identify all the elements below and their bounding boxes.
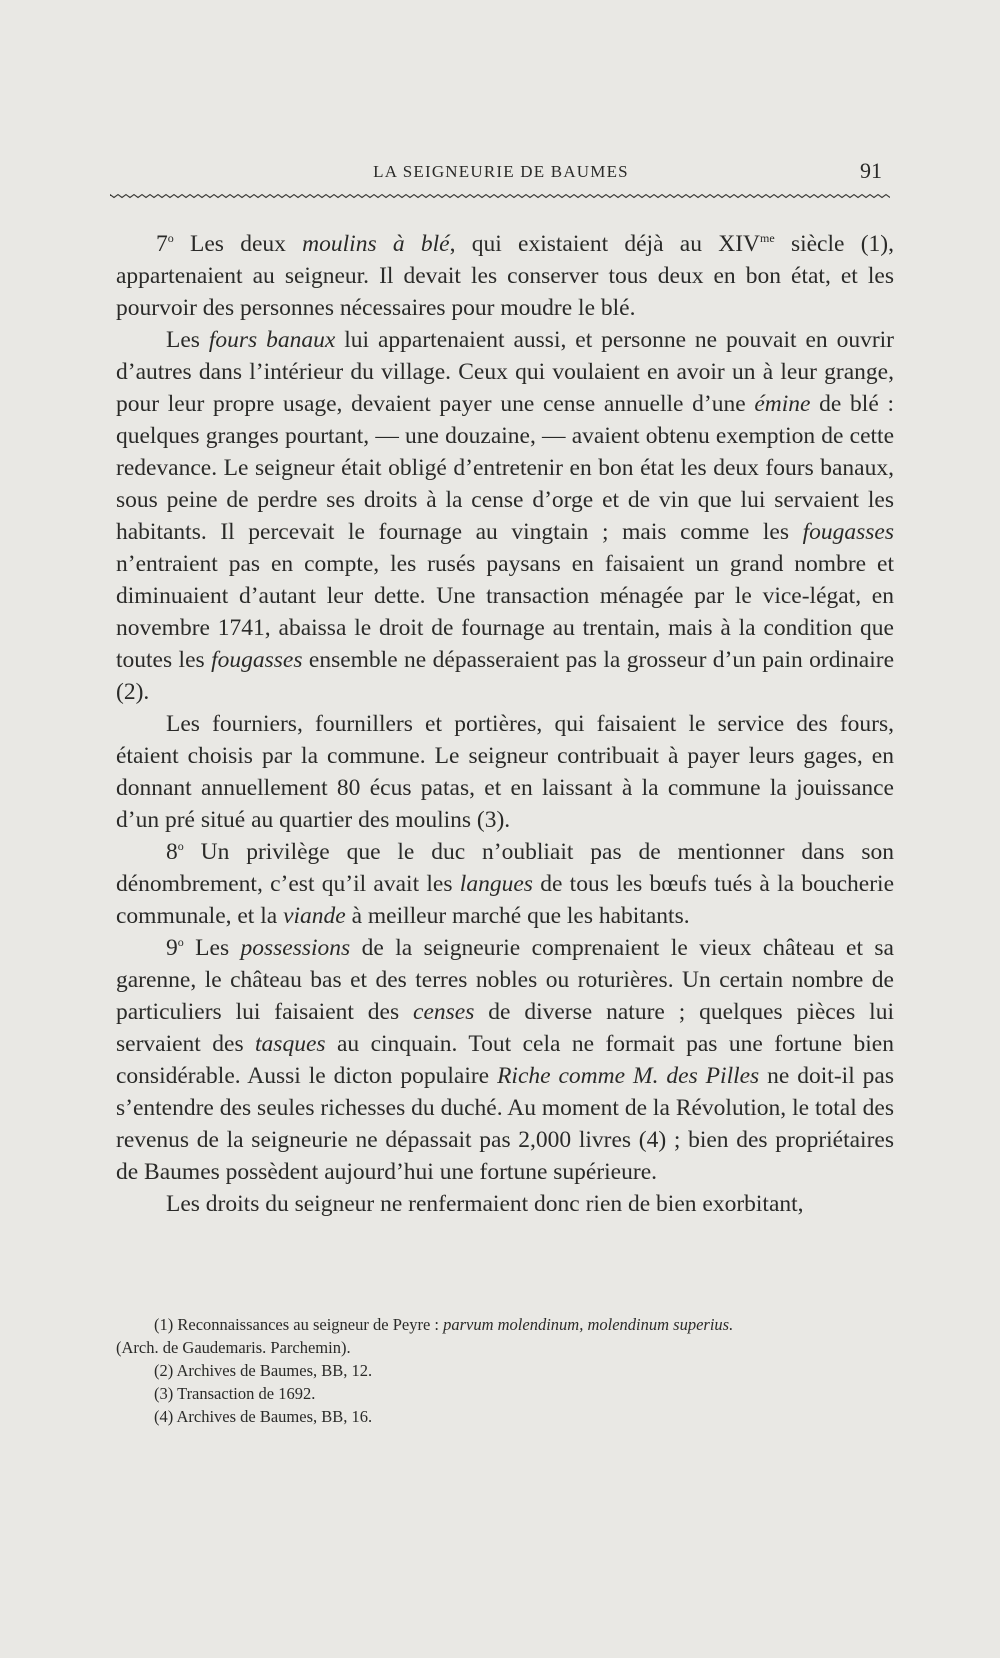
text-run: lui appartenaient aussi, et personne ne pouvait en ouvrir d’autres dans l’intérieur du village. Ceux qui voulaient en avoir un à leur grange, pour leur propre usage, devaient payer une cense annuelle d’une xyxy=(116,327,895,417)
text-run: ensemble ne dépasseraient pas la grosseur d’un pain ordinaire (2). xyxy=(116,647,894,705)
italic-text: tasques xyxy=(255,1031,326,1057)
text-run: , qui existaient déjà au XIV xyxy=(449,231,761,257)
text-run: au cinquain. Tout cela ne formait pas une fortune bien considérable. Aussi le dicton populaire xyxy=(116,1031,894,1089)
text-run: Les droits du seigneur ne renfermaient donc rien de bien exorbitant, xyxy=(166,1191,804,1217)
italic-text: émine xyxy=(754,391,811,417)
paragraph-possessions xyxy=(116,932,894,1188)
footnote-4 xyxy=(116,1405,894,1428)
text-run: 7 xyxy=(156,231,168,257)
text-run: ne doit-il pas s’entendre des seules richesses du duché. Au moment de la Révolution, le total des revenus de la seigneurie ne dépassait pas 2,000 livres (4) ; bien des propriétaires de Baumes possèdent aujourd’hui une fortune supérieure. xyxy=(116,1063,894,1185)
text-run: Un privilège que le duc n’oubliait pas de mentionner dans son dénombrement, c’est qu’il avait les xyxy=(116,839,894,897)
italic-text: censes xyxy=(413,999,475,1025)
superscript-text: o xyxy=(167,231,174,246)
text-run: de tous les bœufs tués à la boucherie communale, et la xyxy=(116,871,894,929)
footnote-1-continued xyxy=(116,1336,894,1359)
italic-text: fougasses xyxy=(211,647,303,673)
footnote-1 xyxy=(116,1313,894,1336)
italic-text: parvum molendinum, molendinum superius. xyxy=(443,1315,734,1334)
italic-text: viande xyxy=(283,903,346,929)
running-title: LA SEIGNEURIE DE BAUMES xyxy=(373,162,629,181)
paragraph-privilege xyxy=(116,836,894,932)
superscript-text: me xyxy=(760,231,775,246)
italic-text: Riche comme M. des Pilles xyxy=(497,1063,760,1089)
text-run: de diverse nature ; quelques pièces lui servaient des xyxy=(116,999,894,1057)
text-run: (4) Archives de Baumes, BB, 16. xyxy=(154,1407,373,1426)
italic-text: langues xyxy=(459,871,533,897)
text-run: (2) Archives de Baumes, BB, 12. xyxy=(154,1361,373,1380)
text-run: à meilleur marché que les habitants. xyxy=(345,903,690,929)
text-run: (Arch. de Gaudemaris. Parchemin). xyxy=(116,1338,351,1357)
footnote-3 xyxy=(116,1382,894,1405)
italic-text: fours banaux xyxy=(208,327,336,353)
paragraph-bakers xyxy=(116,708,894,836)
page-header xyxy=(112,160,890,190)
text-run: n’entraient pas en compte, les rusés paysans en faisaient un grand nombre et diminuaient d’autant leur dette. Une transaction ménagée par le vice-légat, en novembre 1741, abaissa le droit de fournage au trentain, mais à la condition que toutes les xyxy=(116,551,894,673)
text-run: de la seigneurie comprenaient le vieux château et sa garenne, le château bas et des terres nobles ou roturières. Un certain nombre de particuliers lui faisaient des xyxy=(116,935,894,1025)
text-run: Les deux xyxy=(173,231,303,257)
footnote-2 xyxy=(116,1359,894,1382)
superscript-text: o xyxy=(177,839,184,854)
body-text xyxy=(116,228,894,1220)
text-run: de blé : quelques granges pourtant, — une douzaine, — avaient obtenu exemption de cette redevance. Le seigneur était obligé d’entretenir en bon état les deux fours banaux, sous peine de perdre ses droits à la cense d’orge et de vin que lui servaient les habitants. Il percevait le fournage au vingtain ; mais comme les xyxy=(116,391,894,545)
superscript-text: o xyxy=(177,935,184,950)
paragraph-mills xyxy=(116,228,894,324)
paragraph-ovens xyxy=(116,324,894,708)
header-rule xyxy=(110,192,890,200)
text-run: (1) Reconnaissances au seigneur de Peyre : xyxy=(154,1315,444,1334)
italic-text: possessions xyxy=(240,935,351,961)
text-run: Les xyxy=(183,935,241,961)
footnotes xyxy=(116,1313,894,1428)
text-run: 8 xyxy=(166,839,178,865)
italic-text: moulins à blé xyxy=(302,231,450,257)
text-run: siècle (1), appartenaient au seigneur. Il devait les conserver tous deux en bon état, et les pourvoir des personnes nécessaires pour moudre le blé. xyxy=(116,231,894,321)
paragraph-conclusion xyxy=(116,1188,894,1220)
text-run: Les xyxy=(166,327,209,353)
italic-text: fougasses xyxy=(802,519,894,545)
text-run: Les fourniers, fournillers et portières, qui faisaient le service des fours, étaient choisis par la commune. Le seigneur contribuait à payer leurs gages, en donnant annuellement 80 écus patas, et en laissant à la commune la jouissance d’un pré situé au quartier des moulins (3). xyxy=(116,711,894,833)
text-run: (3) Transaction de 1692. xyxy=(154,1384,316,1403)
page-number: 91 xyxy=(860,158,882,183)
text-run: 9 xyxy=(166,935,178,961)
